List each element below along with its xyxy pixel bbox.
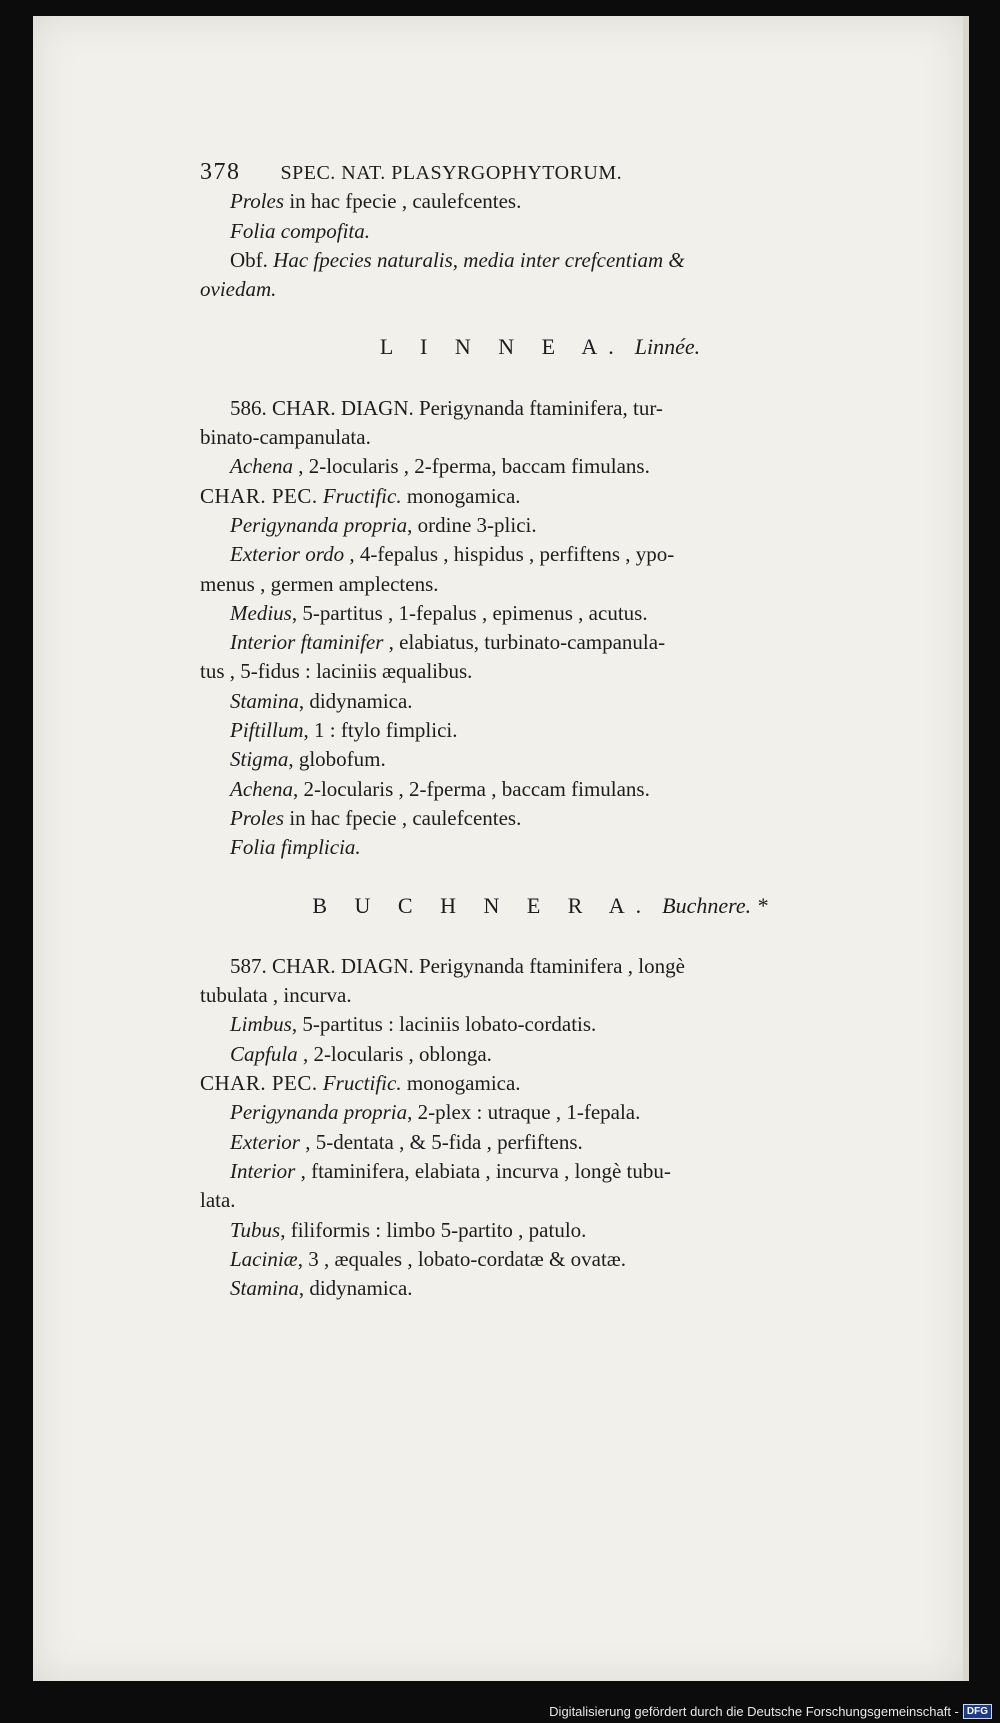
term: Laciniæ xyxy=(230,1246,298,1271)
intro-line-1 xyxy=(200,187,880,216)
character-line xyxy=(200,452,880,481)
character-line xyxy=(200,716,880,745)
term: Stamina xyxy=(230,1276,299,1301)
term: Achena xyxy=(230,454,293,479)
page-text xyxy=(200,158,880,1303)
text: , 2-locularis , oblonga. xyxy=(297,1041,492,1066)
digitization-credit xyxy=(549,1704,992,1719)
text: in hac fpecie , caulefcentes. xyxy=(284,189,522,214)
text: , ftaminifera, elabiata , incurva , longè tubu- xyxy=(295,1158,671,1183)
character-line xyxy=(200,1157,880,1186)
text: monogamica. xyxy=(401,1071,521,1096)
character-line xyxy=(200,1040,880,1069)
page-number: 378 xyxy=(200,159,241,185)
label: CHAR. PEC. xyxy=(200,483,318,508)
genus-name: L I N N E A. xyxy=(379,334,625,360)
text: , didynamica. xyxy=(298,688,413,713)
text: , globofum. xyxy=(288,747,386,772)
diagnosis-line: 587. CHAR. DIAGN. Perigynanda ftaminifera , longè xyxy=(230,953,685,978)
character-line xyxy=(200,628,880,657)
character-line xyxy=(200,1010,880,1039)
label: CHAR. PEC. xyxy=(200,1071,318,1096)
character-line xyxy=(200,1098,880,1127)
running-head xyxy=(200,158,880,187)
obs-label: Obf. xyxy=(230,247,268,272)
text: , 3 , æquales , lobato-cordatæ & ovatæ. xyxy=(297,1246,627,1271)
term: Interior xyxy=(230,1158,296,1183)
character-line xyxy=(200,1245,880,1274)
character-line xyxy=(200,540,880,569)
page-edge xyxy=(963,16,969,1681)
term: Stigma xyxy=(230,747,289,772)
term: Fructific. xyxy=(317,1071,402,1096)
term: Folia fimplicia. xyxy=(230,835,361,860)
character-line xyxy=(200,1069,880,1098)
character-line xyxy=(200,1216,880,1245)
character-line xyxy=(200,1128,880,1157)
text: , 5-partitus : laciniis lobato-cordatis. xyxy=(291,1012,597,1037)
character-line xyxy=(200,511,880,540)
genus-heading-buchnera xyxy=(200,891,880,920)
character-line xyxy=(200,775,880,804)
term: Interior ftaminifer xyxy=(230,630,384,655)
text: , 1 : ftylo fimplici. xyxy=(303,718,458,743)
term: Capfula xyxy=(230,1041,298,1066)
text: , 2-locularis , 2-fperma, baccam fimulans. xyxy=(292,454,650,479)
text: , 2-plex : utraque , 1-fepala. xyxy=(407,1100,641,1125)
character-line-cont: menus , germen amplectens. xyxy=(200,571,439,596)
character-line xyxy=(200,1274,880,1303)
term: Stamina xyxy=(230,688,299,713)
term: Perigynanda propria xyxy=(230,1100,408,1125)
term: Folia compofita. xyxy=(230,218,370,243)
genus-french-name: Linnée. xyxy=(634,334,701,360)
text: , 5-partitus , 1-fepalus , epimenus , acutus. xyxy=(291,600,648,625)
text: , filiformis : limbo 5-partito , patulo. xyxy=(280,1217,587,1242)
character-line-cont: tus , 5-fidus : laciniis æqualibus. xyxy=(200,659,473,684)
observation-line-2: oviedam. xyxy=(200,277,277,302)
text: , 4-fepalus , hispidus , perfiftens , ypo- xyxy=(344,542,675,567)
obs-text: Hac fpecies naturalis, media inter crefcentiam & xyxy=(267,247,685,272)
diagnosis-line: 586. CHAR. DIAGN. Perigynanda ftaminifera, tur- xyxy=(230,395,663,420)
character-line xyxy=(200,745,880,774)
running-title: SPEC. NAT. PLASYRGOPHYTORUM. xyxy=(280,162,623,184)
character-line xyxy=(200,482,880,511)
genus-heading-linnea xyxy=(200,332,880,361)
character-line xyxy=(200,833,880,862)
term: Perigynanda propria xyxy=(230,512,408,537)
text: monogamica. xyxy=(401,483,521,508)
character-line xyxy=(200,687,880,716)
text: , elabiatus, turbinato-campanula- xyxy=(383,630,666,655)
observation-line-1 xyxy=(200,246,880,275)
character-line xyxy=(200,599,880,628)
genus-name: B U C H N E R A. xyxy=(312,892,653,918)
text: , 2-locularis , 2-fperma , baccam fimulans. xyxy=(292,776,650,801)
term: Piftillum xyxy=(230,718,304,743)
genus-french-name: Buchnere. * xyxy=(662,892,768,918)
diagnosis-line-cont: binato-campanulata. xyxy=(200,425,371,450)
term: Proles xyxy=(230,805,285,830)
term: Exterior xyxy=(230,1129,300,1154)
dfg-logo-icon: DFG xyxy=(963,1704,992,1719)
text: in hac fpecie , caulefcentes. xyxy=(284,805,522,830)
term: Exterior ordo xyxy=(230,542,345,567)
text: , didynamica. xyxy=(298,1276,413,1301)
term: Fructific. xyxy=(317,483,402,508)
term: Proles xyxy=(230,189,285,214)
character-line xyxy=(200,804,880,833)
diagnosis-line-cont: tubulata , incurva. xyxy=(200,983,352,1008)
text: , ordine 3-plici. xyxy=(407,512,537,537)
term: Medius xyxy=(230,600,292,625)
character-line-cont: lata. xyxy=(200,1188,236,1213)
credit-text: Digitalisierung gefördert durch die Deutsche Forschungsgemeinschaft - xyxy=(549,1704,959,1719)
text: , 5-dentata , & 5-fida , perfiftens. xyxy=(299,1129,583,1154)
term: Achena xyxy=(230,776,293,801)
intro-line-2 xyxy=(200,217,880,246)
term: Limbus xyxy=(230,1012,292,1037)
term: Tubus xyxy=(230,1217,281,1242)
